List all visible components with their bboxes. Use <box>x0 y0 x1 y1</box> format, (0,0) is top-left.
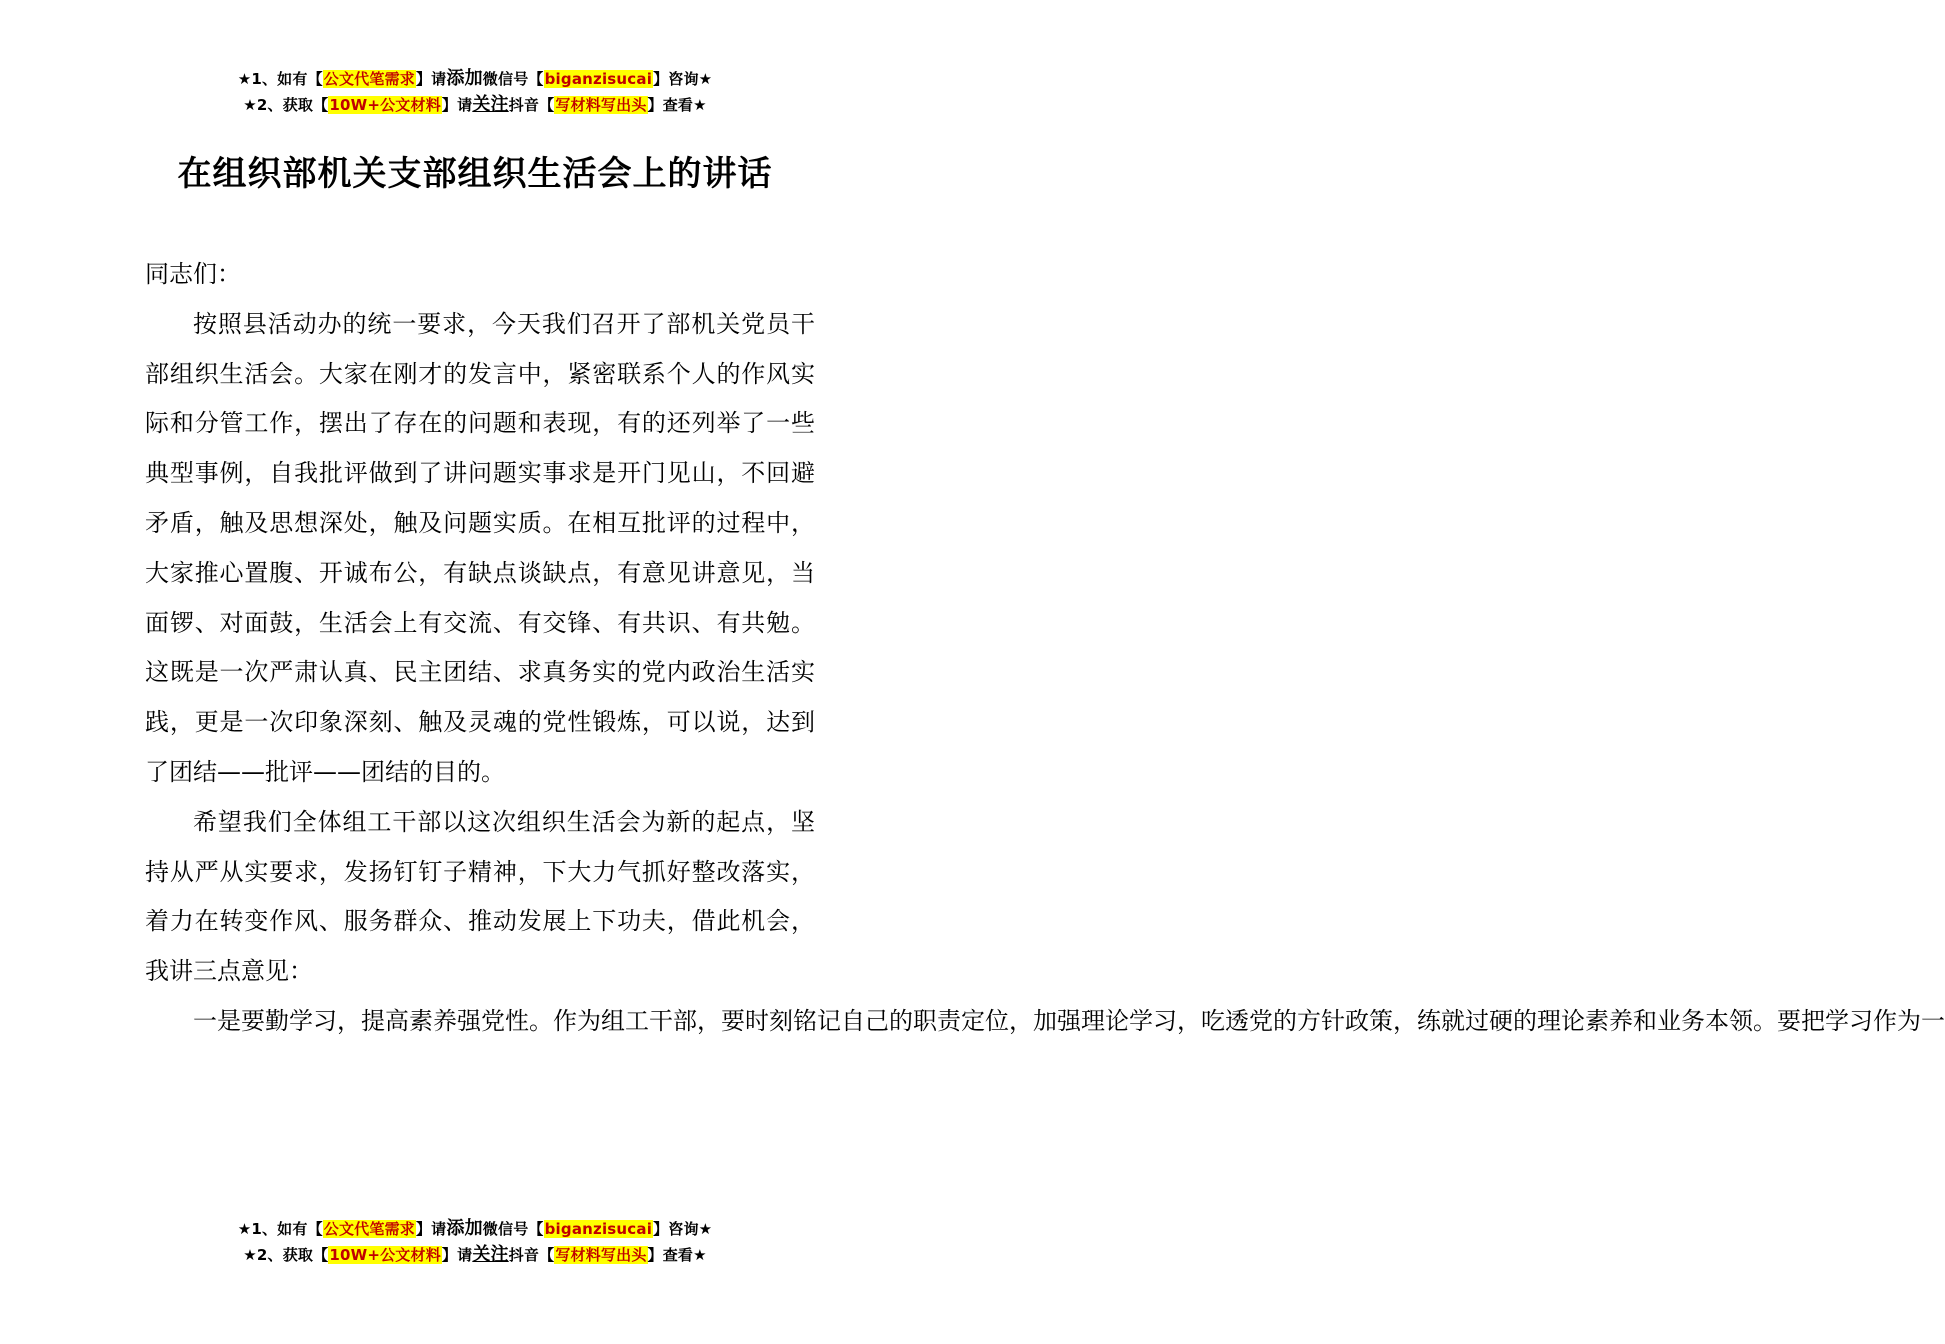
highlight-douyin: 写材料写出头 <box>555 96 647 114</box>
banner-text: 抖音【 <box>508 1246 555 1264</box>
banner-text: 微信号【 <box>482 1220 544 1238</box>
banner-text: 】请 <box>441 96 473 114</box>
banner-text: 】咨询★ <box>653 70 713 88</box>
salutation: 同志们： <box>145 260 241 288</box>
banner-emphasis: 添加 <box>446 1218 483 1239</box>
banner-line-2 <box>0 92 950 118</box>
highlight-materials: 10W+公文材料 <box>329 1246 441 1264</box>
banner-text: 】请 <box>415 1220 447 1238</box>
banner-emphasis: 关注 <box>472 1244 509 1265</box>
banner-text: ★2、获取【 <box>243 96 329 114</box>
highlight-service: 公文代笔需求 <box>323 1220 415 1238</box>
banner-text: 微信号【 <box>482 70 544 88</box>
banner-text: ★1、如有【 <box>237 70 323 88</box>
highlight-materials: 10W+公文材料 <box>329 96 441 114</box>
document-title: 在组织部机关支部组织生活会上的讲话 <box>177 154 773 194</box>
banner-line-1 <box>0 1216 950 1242</box>
paragraph: 希望我们全体组工干部以这次组织生活会为新的起点，坚持从严从实要求，发扬钉钉子精神，下大力气抓好整改落实，着力在转变作风、服务群众、推动发展上下功夫，借此机会，我讲三点意见： <box>145 807 815 986</box>
banner-text: 】查看★ <box>647 1246 707 1264</box>
highlight-wechat-id: biganzisucai <box>544 1220 653 1238</box>
document-body <box>145 250 1945 1047</box>
banner-text: ★2、获取【 <box>243 1246 329 1264</box>
header-banner <box>0 66 950 118</box>
banner-line-2 <box>0 1242 950 1268</box>
banner-text: 】请 <box>441 1246 473 1264</box>
paragraph: 一是要勤学习，提高素养强党性。作为组工干部，要时刻铭记自己的职责定位，加强理论学习，吃透党的方针政策，练就过硬的理论素养和业务本领。要把学习作为一 <box>193 1006 1945 1035</box>
banner-text: 】咨询★ <box>653 1220 713 1238</box>
paragraph: 按照县活动办的统一要求，今天我们召开了部机关党员干部组织生活会。大家在刚才的发言中，紧密联系个人的作风实际和分管工作，摆出了存在的问题和表现，有的还列举了一些典型事例，自我批评做到了讲问题实事求是开门见山，不回避矛盾，触及思想深处，触及问题实质。在相互批评的过程中，大家推心置腹、开诚布公，有缺点谈缺点，有意见讲意见，当面锣、对面鼓，生活会上有交流、有交锋、有共识、有共勉。这既是一次严肃认真、民主团结、求真务实的党内政治生活实践，更是一次印象深刻、触及灵魂的党性锻炼，可以说，达到了团结——批评——团结的目的。 <box>145 309 815 786</box>
banner-line-1 <box>0 66 950 92</box>
highlight-service: 公文代笔需求 <box>323 70 415 88</box>
footer-banner <box>0 1216 950 1268</box>
banner-text: 抖音【 <box>508 96 555 114</box>
banner-text: ★1、如有【 <box>237 1220 323 1238</box>
banner-text: 】请 <box>415 70 447 88</box>
banner-emphasis: 关注 <box>472 94 509 115</box>
banner-text: 】查看★ <box>647 96 707 114</box>
banner-emphasis: 添加 <box>446 68 483 89</box>
highlight-wechat-id: biganzisucai <box>544 70 653 88</box>
highlight-douyin: 写材料写出头 <box>555 1246 647 1264</box>
